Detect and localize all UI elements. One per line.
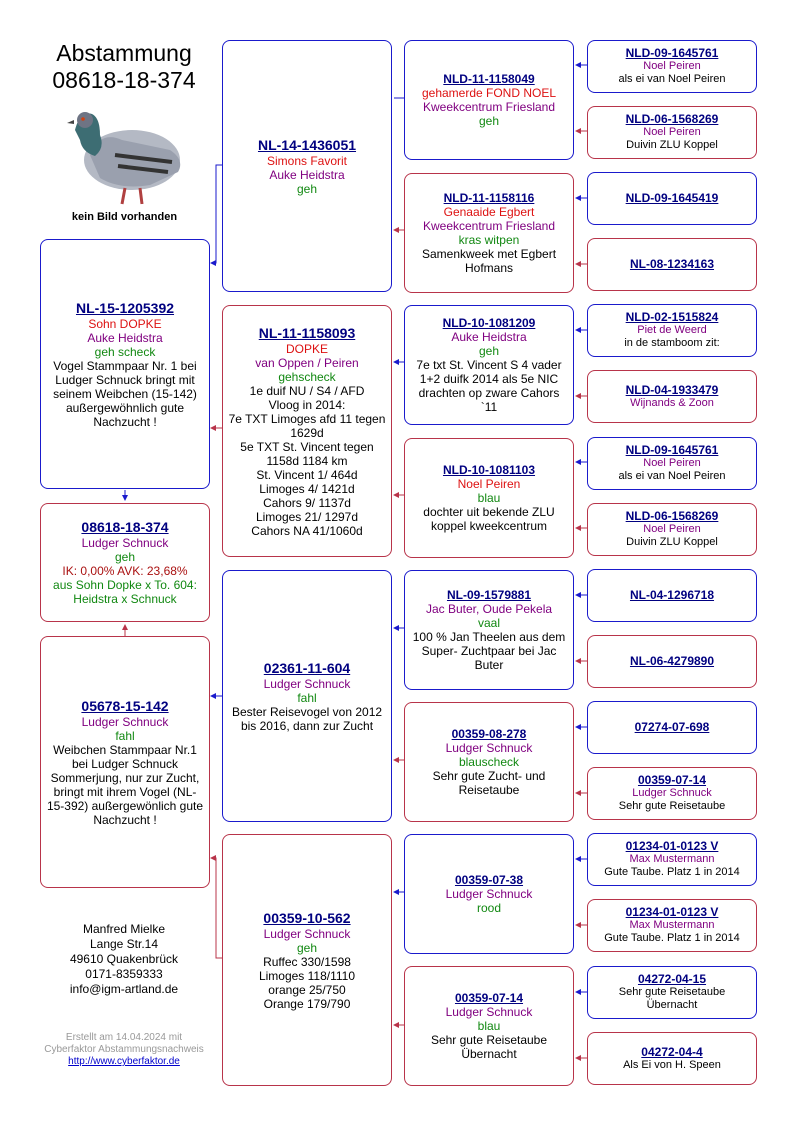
page-title (40, 40, 208, 94)
fm-note-7: Cahors 9/ 1137d (263, 495, 351, 510)
breeder-address (40, 922, 208, 997)
g4-box-15[interactable] (587, 966, 757, 1019)
title-line-2: 08618-18-374 (52, 67, 196, 93)
g4-1-owner: Noel Peiren (643, 60, 701, 72)
father-owner: Auke Heidstra (87, 330, 163, 345)
g3-2-name: Genaaide Egbert (443, 204, 535, 219)
g4-12-note: Sehr gute Reisetaube (618, 800, 726, 812)
g3-1-owner: Kweekcentrum Friesland (422, 99, 556, 114)
g3-box-1[interactable] (404, 40, 574, 160)
g3-7-id[interactable]: 00359-07-38 (454, 872, 524, 887)
g4-box-16[interactable] (587, 1032, 757, 1085)
g3-2-owner: Kweekcentrum Friesland (422, 218, 556, 233)
mf-color: fahl (297, 690, 317, 705)
g3-4-note: dochter uit bekende ZLU koppel kweekcentrum (423, 504, 555, 533)
g4-box-8[interactable] (587, 503, 757, 556)
g3-8-note: Sehr gute Reisetaube Übernacht (430, 1032, 548, 1061)
g4-box-4[interactable] (587, 238, 757, 291)
g3-box-5[interactable] (404, 570, 574, 690)
g3-3-owner: Auke Heidstra (451, 329, 527, 344)
proband-owner: Ludger Schnuck (81, 536, 169, 550)
g4-box-11[interactable] (587, 701, 757, 754)
g3-6-note: Sehr gute Zucht- und Reisetaube (432, 768, 546, 797)
proband-note: aus Sohn Dopke x To. 604: Heidstra x Schnuck (53, 578, 197, 606)
g4-14-owner: Max Mustermann (629, 919, 715, 931)
g3-box-8[interactable] (404, 966, 574, 1086)
mf-owner: Ludger Schnuck (263, 676, 351, 691)
fm-id[interactable]: NL-11-1158093 (258, 324, 356, 341)
fm-note-3: 7e TXT Limoges afd 11 tegen 1629d (228, 411, 386, 440)
g3-8-owner: Ludger Schnuck (445, 1004, 533, 1019)
proband-color: geh (114, 550, 136, 564)
footer (40, 1032, 208, 1068)
g4-7-owner: Noel Peiren (643, 457, 701, 469)
ff-color: geh (296, 181, 318, 196)
g4-2-owner: Noel Peiren (643, 126, 701, 138)
mother-note: Weibchen Stammpaar Nr.1 bei Ludger Schnuck Sommerjung, nur zur Zucht, bringt mit ihrem Vogel (NL-15-392) außergewönlich gute Nachzucht ! (46, 742, 204, 827)
g3-2-id[interactable]: NLD-11-1158116 (443, 190, 535, 205)
g4-8-id[interactable]: NLD-06-1568269 (625, 509, 719, 523)
address-phone: 0171-8359333 (85, 967, 163, 981)
g3-5-color: vaal (477, 615, 500, 630)
g4-7-id[interactable]: NLD-09-1645761 (625, 443, 719, 457)
g3-6-id[interactable]: 00359-08-278 (451, 726, 527, 741)
g4-16-id[interactable]: 04272-04-4 (641, 1044, 703, 1059)
mother-id[interactable]: 05678-15-142 (81, 697, 169, 714)
g3-8-id[interactable]: 00359-07-14 (454, 990, 524, 1005)
g4-10-id[interactable]: NL-06-4279890 (629, 654, 715, 668)
father-note: Vogel Stammpaar Nr. 1 bei Ludger Schnuck bringt mit seinem Weibchen (15-142) außergewöhnlich gute Nachzucht ! (53, 358, 197, 429)
address-name: Manfred Mielke (82, 922, 166, 936)
g4-box-1[interactable] (587, 40, 757, 93)
g3-6-owner: Ludger Schnuck (445, 740, 533, 755)
g4-15-note: Sehr gute Reisetaube Übernacht (618, 986, 726, 1011)
g4-15-id[interactable]: 04272-04-15 (637, 972, 707, 986)
g4-box-9[interactable] (587, 569, 757, 622)
g3-5-id[interactable]: NL-09-1579881 (446, 587, 532, 602)
g4-2-note: Duivin ZLU Koppel (626, 139, 718, 151)
fm-note-9: Cahors NA 41/1060d (251, 523, 363, 538)
fm-note-2: Vloog in 2014: (268, 397, 346, 412)
fm-note-6: Limoges 4/ 1421d (259, 481, 355, 496)
g3-7-owner: Ludger Schnuck (445, 886, 533, 901)
g3-box-6[interactable] (404, 702, 574, 822)
g4-14-id[interactable]: 01234-01-0123 V (625, 905, 719, 919)
g3-6-color: blauscheck (458, 754, 520, 769)
mother-owner: Ludger Schnuck (81, 714, 169, 729)
fm-note-1: 1e duif NU / S4 / AFD (249, 383, 365, 398)
ff-name: Simons Favorit (266, 153, 348, 168)
footer-link[interactable]: http://www.cyberfaktor.de (68, 1056, 180, 1067)
fm-note-8: Limoges 21/ 1297d (255, 509, 359, 524)
g4-box-13[interactable] (587, 833, 757, 886)
g4-box-2[interactable] (587, 106, 757, 159)
g3-2-note: Samenkweek met Egbert Hofmans (421, 246, 557, 275)
g3-7-color: rood (476, 900, 502, 915)
proband-box[interactable] (40, 503, 210, 622)
g3-3-id[interactable]: NLD-10-1081209 (442, 315, 536, 330)
g4-7-note: als ei van Noel Peiren (618, 470, 726, 482)
g4-5-id[interactable]: NLD-02-1515824 (625, 310, 719, 324)
address-email: info@igm-artland.de (69, 982, 179, 996)
g3-4-name: Noel Peiren (457, 476, 521, 491)
g3-box-2[interactable] (404, 173, 574, 293)
g4-8-owner: Noel Peiren (643, 523, 701, 535)
g3-1-color: geh (478, 113, 500, 128)
father-id[interactable]: NL-15-1205392 (75, 299, 175, 316)
g3-5-note: 100 % Jan Theelen aus dem Super- Zuchtpaar bei Jac Buter (412, 629, 566, 672)
father-box[interactable] (40, 239, 210, 489)
father-color: geh scheck (94, 344, 156, 359)
g3-4-color: blau (477, 490, 501, 505)
mm-box[interactable] (222, 834, 392, 1086)
mm-note-3: orange 25/750 (268, 982, 346, 997)
g4-3-id[interactable]: NLD-09-1645419 (625, 191, 719, 205)
mm-owner: Ludger Schnuck (263, 926, 351, 941)
mother-color: fahl (115, 728, 135, 743)
g4-12-owner: Ludger Schnuck (632, 787, 712, 799)
mm-id[interactable]: 00359-10-562 (263, 909, 351, 926)
proband-ik: IK: 0,00% AVK: 23,68% (62, 564, 188, 578)
g4-6-id[interactable]: NLD-04-1933479 (625, 382, 719, 397)
g4-12-id[interactable]: 00359-07-14 (637, 773, 707, 787)
g4-box-12[interactable] (587, 767, 757, 820)
mf-id[interactable]: 02361-11-604 (263, 659, 351, 676)
g4-box-7[interactable] (587, 437, 757, 490)
g4-box-14[interactable] (587, 899, 757, 952)
g4-5-owner: Piet de Weerd (637, 324, 707, 336)
fm-note-5: St. Vincent 1/ 464d (256, 467, 358, 482)
mf-box[interactable] (222, 570, 392, 822)
g4-box-6[interactable] (587, 370, 757, 423)
footer-created: Erstellt am 14.04.2024 mit Cyberfaktor Abstammungsnachweis (44, 1032, 204, 1055)
no-image-caption: kein Bild vorhanden (71, 211, 178, 223)
address-street: Lange Str.14 (89, 937, 159, 951)
g4-box-5[interactable] (587, 304, 757, 357)
g4-8-note: Duivin ZLU Koppel (626, 536, 718, 548)
title-line-1: Abstammung (56, 40, 192, 66)
father-name: Sohn DOPKE (88, 316, 162, 331)
g4-1-id[interactable]: NLD-09-1645761 (625, 46, 719, 60)
fm-color: gehscheck (278, 369, 336, 384)
g3-8-color: blau (477, 1018, 501, 1033)
g4-9-id[interactable]: NL-04-1296718 (629, 588, 715, 602)
g4-2-id[interactable]: NLD-06-1568269 (625, 112, 719, 126)
g4-5-note: in de stamboom zit: (624, 337, 720, 349)
g3-box-3[interactable] (404, 305, 574, 425)
fm-note-4: 5e TXT St. Vincent tegen 1158d 1184 km (240, 439, 374, 468)
g4-13-id[interactable]: 01234-01-0123 V (625, 839, 719, 853)
ff-box[interactable] (222, 40, 392, 292)
g3-2-color: kras witpen (458, 232, 520, 247)
fm-box[interactable] (222, 305, 392, 557)
mother-box[interactable] (40, 636, 210, 888)
fm-owner: van Oppen / Peiren (255, 355, 359, 370)
g4-16-note: Als Ei von H. Speen (623, 1058, 721, 1071)
g3-box-7[interactable] (404, 834, 574, 954)
mm-color: geh (296, 940, 318, 955)
g4-14-note: Gute Taube. Platz 1 in 2014 (604, 932, 740, 944)
g4-6-owner: Wijnands & Zoon (630, 396, 714, 409)
ff-id[interactable]: NL-14-1436051 (257, 136, 357, 153)
g4-4-id[interactable]: NL-08-1234163 (629, 257, 715, 271)
g4-11-id[interactable]: 07274-07-698 (634, 720, 710, 734)
mf-note: Bester Reisevogel von 2012 bis 2016, dann zur Zucht (231, 704, 383, 733)
g3-1-id[interactable]: NLD-11-1158049 (443, 71, 535, 86)
mm-note-4: Orange 179/790 (263, 996, 351, 1011)
g3-box-4[interactable] (404, 438, 574, 558)
g4-box-10[interactable] (587, 635, 757, 688)
g3-3-note: 7e txt St. Vincent S 4 vader 1+2 duifk 2014 als 5e NIC drachten op zware Cahors `11 (416, 357, 562, 414)
g4-13-note: Gute Taube. Platz 1 in 2014 (604, 866, 740, 878)
g3-4-id[interactable]: NLD-10-1081103 (442, 462, 536, 477)
g4-box-3[interactable] (587, 172, 757, 225)
pigeon-image (60, 100, 190, 210)
g3-5-owner: Jac Buter, Oude Pekela (425, 601, 553, 616)
mm-note-1: Ruffec 330/1598 (263, 954, 351, 969)
proband-id[interactable]: 08618-18-374 (81, 519, 169, 535)
g4-1-note: als ei van Noel Peiren (618, 73, 726, 85)
g3-3-color: geh (478, 343, 500, 358)
address-city: 49610 Quakenbrück (69, 952, 179, 966)
ff-owner: Auke Heidstra (269, 167, 345, 182)
g3-1-name: gehamerde FOND NOEL (421, 85, 557, 100)
g4-13-owner: Max Mustermann (629, 853, 715, 865)
fm-name: DOPKE (285, 341, 328, 356)
mm-note-2: Limoges 118/1110 (258, 968, 356, 983)
